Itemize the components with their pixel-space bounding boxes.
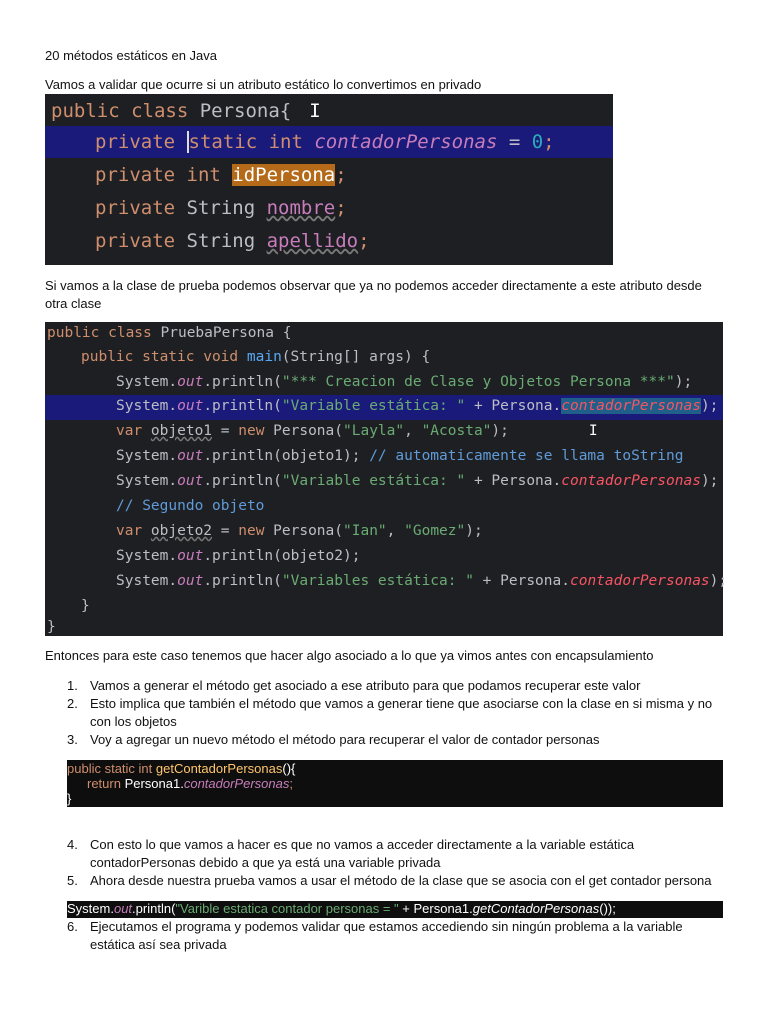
- code-line: private String apellido;: [95, 230, 370, 252]
- steps-list-3: [45, 918, 725, 954]
- code-line: }: [67, 791, 72, 806]
- code-block-persona: [45, 94, 613, 265]
- paragraph-encapsulamiento: Entonces para este caso tenemos que hacer algo asociado a lo que ya vimos antes con encapsulamiento: [45, 648, 654, 663]
- code-line: System.out.println("Variable estática: " + Persona.contadorPersonas);: [116, 473, 719, 489]
- list-item: 6. Ejecutamos el programa y podemos validar que estamos accediendo sin ningún problema a la variable estática así sea privada: [67, 919, 683, 952]
- code-line: public class PruebaPersona {: [47, 325, 292, 341]
- paragraph-intro: Vamos a validar que ocurre si un atributo estático lo convertimos en privado: [45, 77, 482, 92]
- code-line-println: [67, 901, 723, 918]
- code-block-get-contador: [67, 760, 723, 807]
- steps-list-2: [45, 836, 725, 890]
- list-item: 4. Con esto lo que vamos a hacer es que no vamos a acceder directamente a la variable estática contadorPersonas debido a que ya está una variable privada: [67, 837, 635, 870]
- list-item: 5. Ahora desde nuestra prueba vamos a usar el método de la clase que se asocia con el get contador persona: [67, 873, 712, 888]
- code-line: public class Persona{ I: [51, 100, 321, 122]
- code-line-highlighted: private static int contadorPersonas = 0;: [45, 126, 613, 158]
- code-line: System.out.println(objeto1); // automaticamente se llama toString: [116, 448, 684, 464]
- text-cursor-icon: I: [309, 100, 321, 122]
- steps-list-1: [45, 677, 725, 749]
- code-line-highlighted: System.out.println("Variable estática: " + Persona.contadorPersonas);: [45, 395, 723, 420]
- code-line: public static int getContadorPersonas(){: [67, 761, 296, 776]
- list-item: 3. Voy a agregar un nuevo método el método para recuperar el valor de contador personas: [67, 732, 600, 747]
- code-line: var objeto2 = new Persona("Ian", "Gomez");: [116, 523, 483, 539]
- code-line: private String nombre;: [95, 197, 347, 219]
- code-block-prueba-persona: [45, 322, 728, 636]
- text-cursor-icon: I: [588, 423, 598, 439]
- list-item: 2. Esto implica que también el método que vamos a generar tiene que asociarse con la clase en si misma y no con los objetos: [67, 696, 713, 729]
- code-line: System.out.println("Variables estática: " + Persona.contadorPersonas);: [116, 573, 728, 589]
- code-line: private int idPersona;: [95, 164, 347, 186]
- code-line: System.out.println(objeto2);: [116, 548, 361, 564]
- code-line: System.out.println("*** Creacion de Clase y Objetos Persona ***");: [116, 374, 693, 390]
- code-line: // Segundo objeto: [116, 498, 265, 514]
- code-line: System.out.println("Varible estatica contador personas = " + Persona1.getContadorPersonas());: [67, 901, 616, 916]
- paragraph-prueba: Si vamos a la clase de prueba podemos observar que ya no podemos acceder directamente a este atributo desde otra clase: [45, 278, 702, 311]
- code-line: }: [81, 598, 90, 614]
- code-line: return Persona1.contadorPersonas;: [87, 776, 293, 791]
- document-title: 20 métodos estáticos en Java: [45, 48, 217, 63]
- code-line: public static void main(String[] args) {: [81, 349, 431, 365]
- code-line: }: [47, 619, 56, 635]
- list-item: 1. Vamos a generar el método get asociado a ese atributo para que podamos recuperar este valor: [67, 678, 641, 693]
- code-line: var objeto1 = new Persona("Layla", "Acosta"); I: [116, 423, 598, 439]
